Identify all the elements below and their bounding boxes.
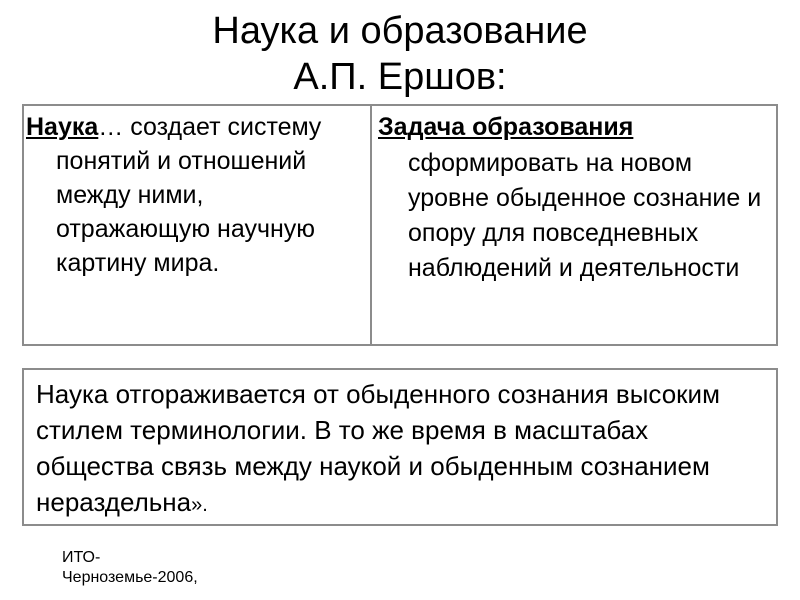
quote-text: Наука отгораживается от обыденного сознания высоким стилем терминологии. В то же время в масштабах общества связь между наукой и обыденным сознанием нераздельна <box>36 379 720 517</box>
science-text: … создает системy понятий и отношений между ними, отражающую научную картину мира. <box>56 113 322 277</box>
comparison-table <box>22 104 778 346</box>
education-heading <box>378 110 768 144</box>
science-cell <box>24 106 372 344</box>
slide-title <box>0 8 800 100</box>
education-text: сформировать на новом уровне обыденное сознание и опору для повседневных наблюдений и деятельности <box>408 149 762 282</box>
education-term: Задача образования <box>378 113 634 141</box>
slide-title-line-1: Наука и образование <box>212 10 588 52</box>
slide-title-line-2: А.П. Ершов: <box>293 56 507 98</box>
education-cell <box>372 106 776 344</box>
quote-box <box>22 368 778 526</box>
footer-line-1: ИТО- <box>62 549 101 566</box>
science-definition <box>26 110 362 280</box>
footer-line-2: Черноземье-2006, <box>62 569 198 586</box>
footer <box>62 548 198 588</box>
quote-end: ». <box>191 494 208 516</box>
science-term: Наука <box>26 113 99 141</box>
